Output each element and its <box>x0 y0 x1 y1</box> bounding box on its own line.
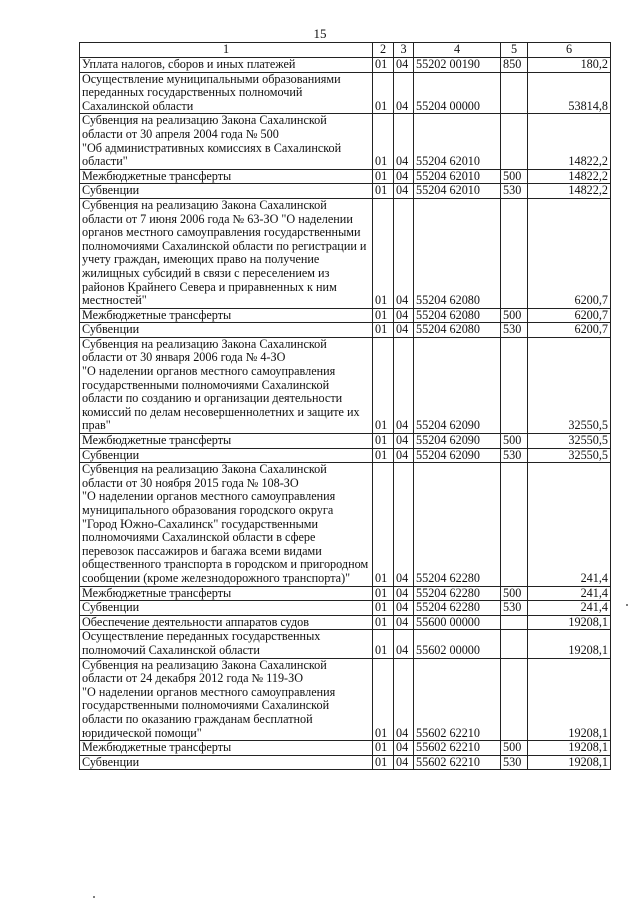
row-subsection: 04 <box>394 72 414 114</box>
row-target-article: 55204 62090 <box>414 448 501 463</box>
row-amount: 19208,1 <box>528 741 611 756</box>
table-row <box>80 755 611 770</box>
row-subsection: 04 <box>394 615 414 630</box>
row-amount: 53814,8 <box>528 72 611 114</box>
row-subsection: 04 <box>394 184 414 199</box>
table-row <box>80 586 611 601</box>
table-row <box>80 337 611 433</box>
row-section: 01 <box>373 615 394 630</box>
row-subsection: 04 <box>394 755 414 770</box>
row-subsection: 04 <box>394 337 414 433</box>
row-amount: 19208,1 <box>528 755 611 770</box>
table-row <box>80 463 611 586</box>
row-target-article: 55204 62280 <box>414 463 501 586</box>
row-section: 01 <box>373 184 394 199</box>
row-expense-type: 500 <box>501 169 528 184</box>
row-amount: 19208,1 <box>528 615 611 630</box>
row-section: 01 <box>373 72 394 114</box>
row-target-article: 55204 62010 <box>414 169 501 184</box>
row-amount: 241,4 <box>528 463 611 586</box>
row-subsection: 04 <box>394 434 414 449</box>
header-cell: 3 <box>394 43 414 58</box>
page-number: 15 <box>313 26 327 41</box>
row-target-article: 55204 62090 <box>414 337 501 433</box>
table-row <box>80 169 611 184</box>
row-name: Межбюджетные трансферты <box>80 741 373 756</box>
row-subsection: 04 <box>394 58 414 73</box>
row-subsection: 04 <box>394 630 414 658</box>
row-amount: 241,4 <box>528 601 611 616</box>
row-expense-type: 850 <box>501 58 528 73</box>
row-amount: 241,4 <box>528 586 611 601</box>
table-row <box>80 308 611 323</box>
row-amount: 6200,7 <box>528 198 611 308</box>
table-row <box>80 630 611 658</box>
row-name: Межбюджетные трансферты <box>80 308 373 323</box>
row-amount: 6200,7 <box>528 308 611 323</box>
row-expense-type <box>501 114 528 169</box>
row-amount: 19208,1 <box>528 630 611 658</box>
row-name: Межбюджетные трансферты <box>80 586 373 601</box>
row-subsection: 04 <box>394 463 414 586</box>
row-expense-type: 530 <box>501 184 528 199</box>
row-name: Субвенция на реализацию Закона Сахалинской области от 7 июня 2006 года № 63-ЗО "О наделении органов местного самоуправления государственными полномочиями Сахалинской области по регистрации и учету граждан, имеющих право на получение жилищных субсидий в связи с переселением из районов Крайнего Севера и приравненных к ним местностей" <box>80 198 373 308</box>
row-section: 01 <box>373 308 394 323</box>
table-row <box>80 198 611 308</box>
row-subsection: 04 <box>394 658 414 741</box>
row-amount: 32550,5 <box>528 337 611 433</box>
row-target-article: 55202 00190 <box>414 58 501 73</box>
table-row <box>80 72 611 114</box>
row-expense-type: 530 <box>501 448 528 463</box>
row-target-article: 55602 62210 <box>414 755 501 770</box>
row-name: Субвенции <box>80 448 373 463</box>
row-target-article: 55204 62010 <box>414 184 501 199</box>
row-section: 01 <box>373 198 394 308</box>
row-expense-type <box>501 72 528 114</box>
scan-speck <box>626 604 628 606</box>
table-header <box>80 43 611 58</box>
row-expense-type: 500 <box>501 308 528 323</box>
row-subsection: 04 <box>394 586 414 601</box>
row-amount: 14822,2 <box>528 184 611 199</box>
table-row <box>80 114 611 169</box>
row-expense-type: 500 <box>501 586 528 601</box>
row-name: Уплата налогов, сборов и иных платежей <box>80 58 373 73</box>
row-target-article: 55600 00000 <box>414 615 501 630</box>
row-expense-type <box>501 337 528 433</box>
row-target-article: 55602 62210 <box>414 741 501 756</box>
row-section: 01 <box>373 58 394 73</box>
scan-speck <box>93 896 95 898</box>
row-section: 01 <box>373 741 394 756</box>
row-amount: 32550,5 <box>528 448 611 463</box>
row-expense-type: 500 <box>501 741 528 756</box>
row-target-article: 55602 62210 <box>414 658 501 741</box>
row-name: Осуществление муниципальными образованиями переданных государственных полномочий Сахалинской области <box>80 72 373 114</box>
row-expense-type: 530 <box>501 323 528 338</box>
row-expense-type: 500 <box>501 434 528 449</box>
row-subsection: 04 <box>394 601 414 616</box>
row-section: 01 <box>373 434 394 449</box>
row-name: Субвенции <box>80 323 373 338</box>
row-target-article: 55602 00000 <box>414 630 501 658</box>
table-row <box>80 615 611 630</box>
row-expense-type <box>501 615 528 630</box>
row-amount: 180,2 <box>528 58 611 73</box>
row-subsection: 04 <box>394 114 414 169</box>
table-row <box>80 448 611 463</box>
row-section: 01 <box>373 448 394 463</box>
row-expense-type <box>501 198 528 308</box>
row-amount: 14822,2 <box>528 169 611 184</box>
row-section: 01 <box>373 601 394 616</box>
row-section: 01 <box>373 755 394 770</box>
row-name: Осуществление переданных государственных полномочий Сахалинской области <box>80 630 373 658</box>
header-cell: 1 <box>80 43 373 58</box>
table-body <box>80 58 611 770</box>
row-section: 01 <box>373 586 394 601</box>
row-name: Субвенция на реализацию Закона Сахалинской области от 24 декабря 2012 года № 119-ЗО "О наделении органов местного самоуправления государственными полномочиями Сахалинской области по оказанию гражданам бесплатной юридической помощи" <box>80 658 373 741</box>
row-amount: 14822,2 <box>528 114 611 169</box>
row-amount: 32550,5 <box>528 434 611 449</box>
table-row <box>80 184 611 199</box>
row-section: 01 <box>373 658 394 741</box>
row-name: Межбюджетные трансферты <box>80 434 373 449</box>
row-name: Субвенции <box>80 184 373 199</box>
row-target-article: 55204 62080 <box>414 308 501 323</box>
row-name: Субвенция на реализацию Закона Сахалинской области от 30 ноября 2015 года № 108-ЗО "О наделении органов местного самоуправления муниципального образования городского округа "Город Южно-Сахалинск" государственными полномочиями Сахалинской области в сфере перевозок пассажиров и багажа всеми видами общественного транспорта в городском и пригородном сообщении (кроме железнодорожного транспорта)" <box>80 463 373 586</box>
row-subsection: 04 <box>394 448 414 463</box>
row-amount: 6200,7 <box>528 323 611 338</box>
row-target-article: 55204 62080 <box>414 323 501 338</box>
row-name: Субвенция на реализацию Закона Сахалинской области от 30 апреля 2004 года № 500 "Об административных комиссиях в Сахалинской области" <box>80 114 373 169</box>
row-subsection: 04 <box>394 198 414 308</box>
table-row <box>80 434 611 449</box>
header-cell: 2 <box>373 43 394 58</box>
row-section: 01 <box>373 114 394 169</box>
row-expense-type <box>501 658 528 741</box>
header-cell: 5 <box>501 43 528 58</box>
row-name: Субвенции <box>80 755 373 770</box>
header-cell: 4 <box>414 43 501 58</box>
row-section: 01 <box>373 630 394 658</box>
table-row <box>80 741 611 756</box>
row-expense-type <box>501 630 528 658</box>
row-target-article: 55204 62080 <box>414 198 501 308</box>
table-row <box>80 323 611 338</box>
row-name: Субвенции <box>80 601 373 616</box>
row-target-article: 55204 62280 <box>414 586 501 601</box>
row-expense-type: 530 <box>501 755 528 770</box>
row-expense-type: 530 <box>501 601 528 616</box>
table-row <box>80 658 611 741</box>
row-section: 01 <box>373 337 394 433</box>
header-cell: 6 <box>528 43 611 58</box>
row-name: Обеспечение деятельности аппаратов судов <box>80 615 373 630</box>
row-subsection: 04 <box>394 323 414 338</box>
table-row <box>80 601 611 616</box>
row-subsection: 04 <box>394 741 414 756</box>
row-amount: 19208,1 <box>528 658 611 741</box>
row-section: 01 <box>373 323 394 338</box>
row-section: 01 <box>373 169 394 184</box>
budget-table <box>79 42 611 770</box>
row-expense-type <box>501 463 528 586</box>
row-target-article: 55204 62090 <box>414 434 501 449</box>
row-section: 01 <box>373 463 394 586</box>
row-target-article: 55204 62280 <box>414 601 501 616</box>
row-subsection: 04 <box>394 308 414 323</box>
table-row <box>80 58 611 73</box>
row-name: Субвенция на реализацию Закона Сахалинской области от 30 января 2006 года № 4-ЗО "О наделении органов местного самоуправления государственными полномочиями Сахалинской области по созданию и организации деятельности комиссий по делам несовершеннолетних и защите их прав" <box>80 337 373 433</box>
row-target-article: 55204 62010 <box>414 114 501 169</box>
row-target-article: 55204 00000 <box>414 72 501 114</box>
row-name: Межбюджетные трансферты <box>80 169 373 184</box>
row-subsection: 04 <box>394 169 414 184</box>
